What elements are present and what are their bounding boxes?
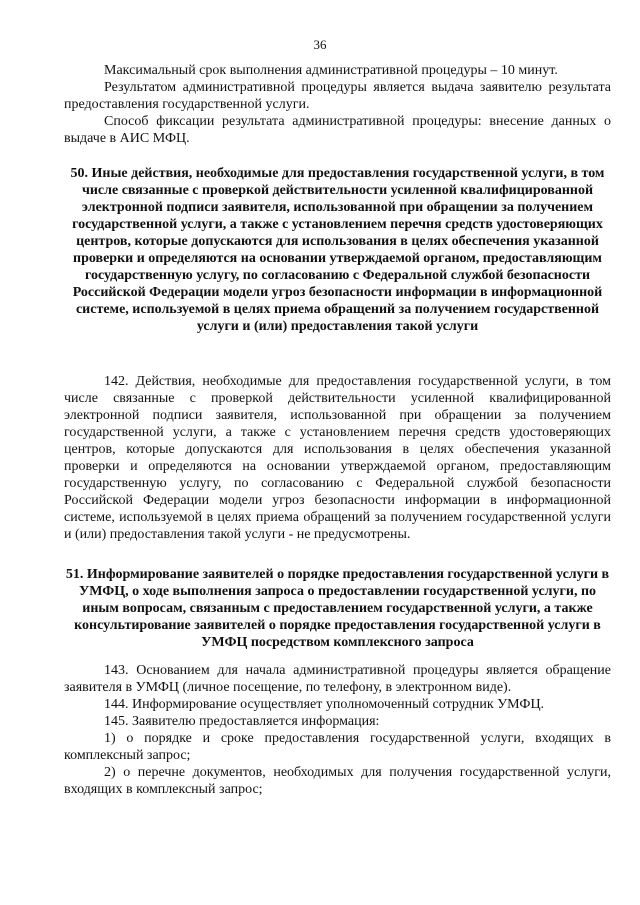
- paragraph-result: Результатом административной процедуры является выдача заявителю результата предоставления государственной услуги.: [64, 80, 611, 112]
- results-block: [64, 62, 611, 147]
- page-number: 36: [313, 37, 327, 52]
- paragraph-142: 142. Действия, необходимые для предоставления государственной услуги, в том числе связанные с проверкой действительности усиленной квалифицированной электронной подписи заявителя, использованной при обращении за получением государственной услуги, а также с установлением перечня средств удостоверяющих центров, которые допускаются для использования в целях обеспечения указанной проверки и определяются на основании утверждаемой органом, предоставляющим государственную услугу, по согласованию с Федеральной службой безопасности Российской Федерации модели угроз безопасности информации в информационной системе, используемой в целях приема обращений за получением государственной услуги и (или) предоставления такой услуги - не предусмотрены.: [64, 374, 611, 542]
- list-item-2: 2) о перечне документов, необходимых для получения государственной услуги, входящих в комплексный запрос;: [64, 765, 611, 797]
- paragraph-145: 145. Заявителю предоставляется информация:: [104, 714, 380, 729]
- section-50-heading-wrap: [64, 165, 611, 335]
- section-51-heading: 51. Информирование заявителей о порядке предоставления государственной услуги в УМФЦ, о ходе выполнения запроса о предоставлении государственной услуги, по иным вопросам, связанным с предоставлением государственной услуги, а также консультирование заявителей о порядке предоставления государственной услуги в УМФЦ посредством комплексного запроса: [65, 567, 610, 650]
- section-51-heading-wrap: [64, 566, 611, 651]
- paragraph-max-time: Максимальный срок выполнения административной процедуры – 10 минут.: [104, 63, 558, 78]
- paragraph-143: 143. Основанием для начала административной процедуры является обращение заявителя в УМФЦ (личное посещение, по телефону, в электронном виде).: [64, 663, 611, 695]
- paragraph-144: 144. Информирование осуществляет уполномоченный сотрудник УМФЦ.: [104, 697, 545, 712]
- paragraph-fixation: Способ фиксации результата административной процедуры: внесение данных о выдаче в АИС МФЦ.: [64, 114, 611, 146]
- section-50-heading: 50. Иные действия, необходимые для предоставления государственной услуги, в том числе связанные с проверкой действительности усиленной квалифицированной электронной подписи заявителя, использованной при обращении за получением государственной услуги, а также с установлением перечня средств удостоверяющих центров, которые допускаются для использования в целях обеспечения указанной проверки и определяются на основании утверждаемой органом, предоставляющим государственную услугу, по согласованию с Федеральной службой безопасности Российской Федерации модели угроз безопасности информации в информационной системе, используемой в целях приема обращений за получением государственной услуги и (или) предоставления такой услуги: [70, 166, 605, 334]
- list-item-1: 1) о порядке и сроке предоставления государственной услуги, входящих в комплексный запрос;: [64, 731, 611, 763]
- section-51-body: [64, 662, 611, 798]
- section-50-body: [64, 373, 611, 543]
